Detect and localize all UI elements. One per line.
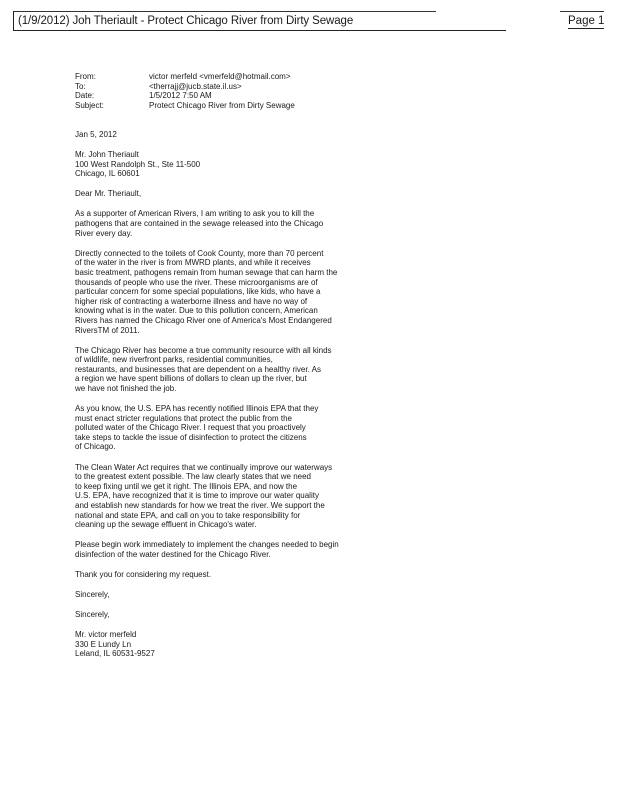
paragraph-line: basic treatment, pathogens remain from human sewage that can harm the	[75, 267, 338, 277]
address-line: Mr. John Theriault	[75, 150, 139, 160]
paragraph-line: The Clean Water Act requires that we continually improve our waterways	[75, 462, 333, 472]
letter-paragraph	[75, 570, 545, 580]
paragraph-line: Please begin work immediately to implement the changes needed to begin	[75, 540, 339, 550]
letter-paragraph	[75, 209, 545, 238]
header-left-rule	[13, 11, 14, 31]
letter-paragraph	[75, 610, 545, 620]
paragraph-line: of Chicago.	[75, 442, 116, 452]
meta-label: Subject:	[75, 100, 104, 110]
letter-paragraph	[75, 249, 545, 335]
paragraph-line: Sincerely,	[75, 589, 110, 599]
meta-date-row	[75, 91, 295, 101]
letter-paragraph	[75, 463, 545, 530]
paragraph-line: of wildlife, new riverfront parks, residential communities,	[75, 355, 273, 365]
letter-paragraphs	[75, 209, 545, 619]
signature-line: Mr. victor merfeld	[75, 630, 137, 640]
paragraph-line: a region we have spent billions of dollars to clean up the river, but	[75, 374, 307, 384]
address-line: Chicago, IL 60601	[75, 169, 140, 179]
header-top-rule	[14, 11, 436, 12]
letter-paragraph	[75, 404, 545, 452]
paragraph-line: thousands of people who use the river. These microorganisms are of	[75, 277, 318, 287]
page-number: Page 1	[568, 15, 605, 27]
paragraph-line: must enact stricter regulations that protect the public from the	[75, 413, 292, 423]
letter-date: Jan 5, 2012	[75, 130, 117, 139]
meta-value: Protect Chicago River from Dirty Sewage	[149, 100, 295, 110]
meta-value: 1/5/2012 7:50 AM	[149, 91, 212, 100]
letter-paragraph	[75, 346, 545, 394]
paragraph-line: restaurants, and businesses that are dependent on a healthy river. As	[75, 364, 321, 374]
paragraph-line: pathogens that are contained in the sewage released into the Chicago	[75, 219, 324, 229]
page-label-rule	[560, 11, 604, 12]
meta-from-row	[75, 72, 295, 82]
paragraph-line: polluted water of the Chicago River. I request that you proactively	[75, 423, 306, 433]
paragraph-line: of the water in the river is from MWRD plants, and while it receives	[75, 258, 311, 268]
salutation: Dear Mr. Theriault,	[75, 189, 142, 199]
paragraph-line: Rivers has named the Chicago River one of America's Most Endangered	[75, 315, 332, 325]
letter-paragraph	[75, 590, 545, 600]
signature-block	[75, 630, 545, 659]
signature-line: Leland, IL 60531-9527	[75, 649, 155, 659]
paragraph-line: and establish new standards for how we treat the river. We support the	[75, 500, 325, 510]
paragraph-line: take steps to tackle the issue of disinfection to protect the citizens	[75, 432, 307, 442]
meta-value: victor merfeld <vmerfeld@hotmail.com>	[149, 72, 291, 81]
header-bottom-rule	[14, 30, 506, 31]
paragraph-line: Thank you for considering my request.	[75, 569, 212, 579]
address-line: 100 West Randolph St., Ste 11-500	[75, 159, 201, 169]
paragraph-line: The Chicago River has become a true community resource with all kinds	[75, 345, 332, 355]
signature-line: 330 E Lundy Ln	[75, 639, 132, 649]
paragraph-line: cleaning up the sewage effluent in Chicago's water.	[75, 520, 257, 530]
letter-paragraph	[75, 540, 545, 559]
paragraph-line: knowing what is in the water. Due to this pollution concern, American	[75, 306, 318, 316]
meta-label: Date:	[75, 91, 95, 100]
paragraph-line: to keep fixing until we get it right. The Illinois EPA, and now the	[75, 481, 298, 491]
paragraph-line: national and state EPA, and call on you to take responsibility for	[75, 510, 301, 520]
paragraph-line: RiversTM of 2011.	[75, 325, 140, 335]
meta-subject-row	[75, 101, 295, 111]
recipient-address	[75, 150, 545, 179]
paragraph-line: River every day.	[75, 228, 133, 238]
letter-body	[75, 130, 545, 669]
meta-value: <therrajj@jucb.state.il.us>	[149, 81, 242, 91]
paragraph-line: to the greatest extent possible. The law clearly states that we need	[75, 472, 311, 482]
document-header-title: (1/9/2012) Joh Theriault - Protect Chicago River from Dirty Sewage	[18, 15, 354, 27]
paragraph-line: U.S. EPA, have recognized that it is time to improve our water quality	[75, 491, 319, 501]
email-meta	[75, 72, 295, 110]
paragraph-line: higher risk of contracting a waterborne illness and have no way of	[75, 296, 308, 306]
paragraph-line: Directly connected to the toilets of Cook County, more than 70 percent	[75, 248, 324, 258]
meta-label: From:	[75, 72, 96, 81]
paragraph-line: we have not finished the job.	[75, 383, 177, 393]
paragraph-line: Sincerely,	[75, 610, 110, 620]
paragraph-line: As you know, the U.S. EPA has recently notified Illinois EPA that they	[75, 404, 319, 414]
meta-to-row	[75, 82, 295, 92]
paragraph-line: particular concern for some special populations, like kids, who have a	[75, 287, 321, 297]
meta-label: To:	[75, 81, 86, 91]
paragraph-line: disinfection of the water destined for the Chicago River.	[75, 549, 271, 559]
paragraph-line: As a supporter of American Rivers, I am writing to ask you to kill the	[75, 209, 315, 219]
